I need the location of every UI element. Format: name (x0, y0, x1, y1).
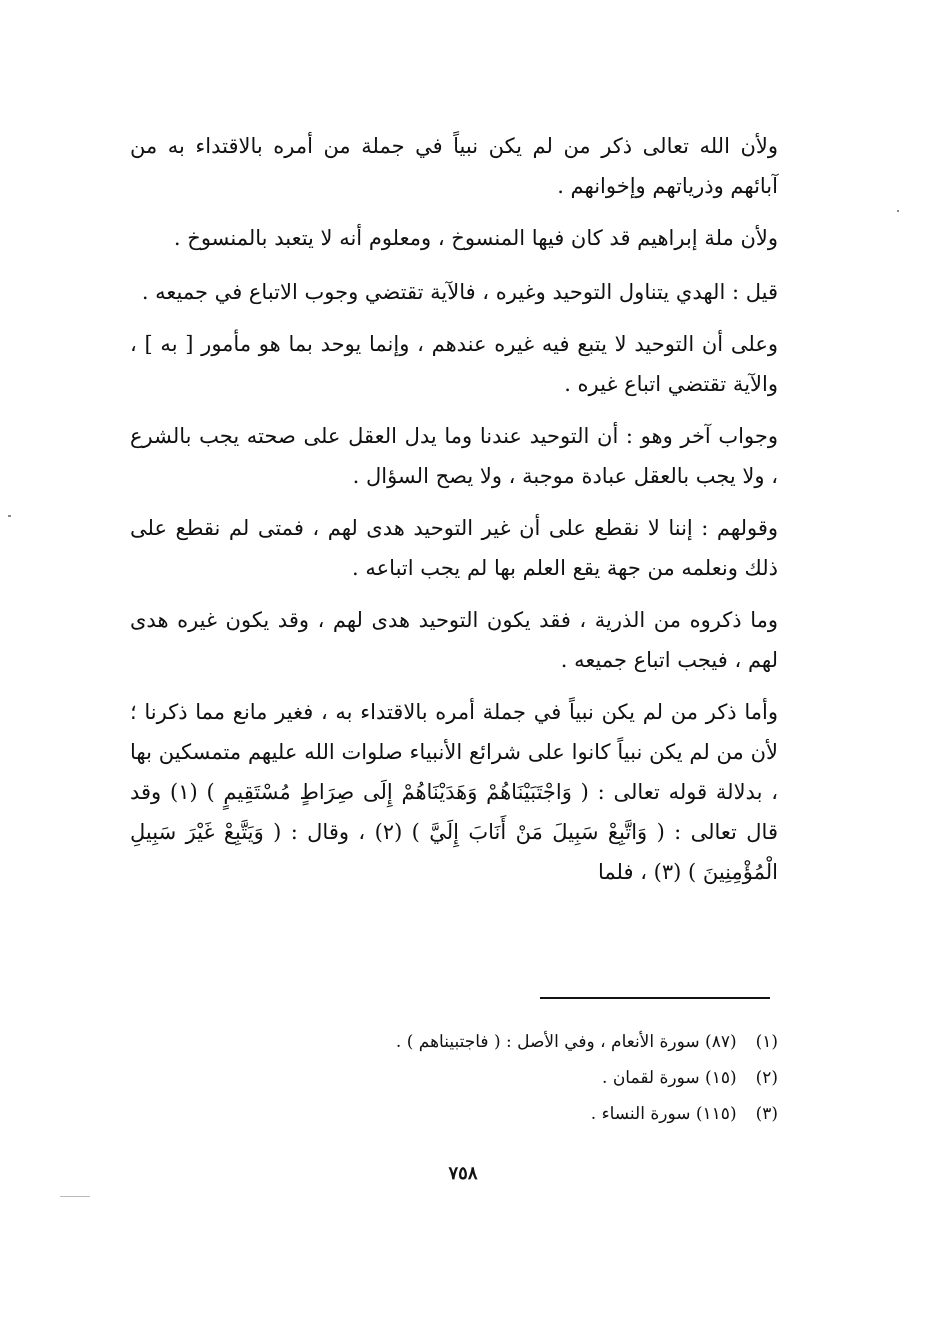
footnote-number: (٣) (755, 1104, 778, 1124)
main-text (130, 126, 778, 904)
paragraph-3: قيل : الهدي يتناول التوحيد وغيره ، فالآية تقتضي وجوب الاتباع في جميعه . (141, 280, 778, 304)
paragraph-5: وجواب آخر وهو : أن التوحيد عندنا وما يدل العقل على صحته يجب بالشرع ، ولا يجب بالعقل عبادة موجبة ، ولا يصح السؤال . (130, 424, 778, 488)
page-number: ٧٥٨ (448, 1163, 478, 1184)
paragraph-6: وقولهم : إننا لا نقطع على أن غير التوحيد هدى لهم ، فمتى لم نقطع على ذلك ونعلمه من جهة يقع العلم بها لم يجب اتباعه . (130, 516, 778, 580)
footnote-text: (١٥) سورة لقمان . (602, 1068, 737, 1088)
footnote-3 (130, 1096, 778, 1132)
scan-speck (60, 1196, 90, 1197)
footnote-1 (130, 1024, 778, 1060)
footnote-divider (540, 997, 770, 999)
footnotes (130, 1024, 778, 1132)
paragraph-1: ولأن الله تعالى ذكر من لم يكن نبياً في جملة من أمره بالاقتداء به من آبائهم وذرياتهم وإخوانهم . (130, 134, 778, 198)
paragraph-4: وعلى أن التوحيد لا يتبع فيه غيره عندهم ، وإنما يوحد بما هو مأمور [ به ] ، والآية تقتضي اتباع غيره . (130, 332, 778, 396)
paragraph-8: وأما ذكر من لم يكن نبياً في جملة أمره بالاقتداء به ، فغير مانع مما ذكرنا ؛ لأن من لم يكن نبياً كانوا على شرائع الأنبياء صلوات الله عليهم متمسكين بها ، بدلالة قوله تعالى : ( وَاجْتَبَيْنَاهُمْ وَهَدَيْنَاهُمْ إِلَى صِرَاطٍ مُسْتَقِيمٍ ) (١) وقد قال تعالى : ( وَاتَّبِعْ سَبِيلَ مَنْ أَنَابَ إِلَيَّ ) (٢) ، وقال : ( وَيَتَّبِعْ غَيْرَ سَبِيلِ الْمُؤْمِنِينَ ) (٣) ، فلما (130, 700, 778, 884)
footnote-number: (١) (755, 1032, 778, 1052)
footnote-text: (١١٥) سورة النساء . (590, 1104, 737, 1124)
paragraph-2: ولأن ملة إبراهيم قد كان فيها المنسوخ ، ومعلوم أنه لا يتعبد بالمنسوخ . (173, 226, 778, 250)
paragraph-7: وما ذكروه من الذرية ، فقد يكون التوحيد هدى لهم ، وقد يكون غيره هدى لهم ، فيجب اتباع جميعه . (130, 608, 778, 672)
scan-speck (897, 210, 899, 212)
scan-speck (8, 515, 11, 517)
footnote-2 (130, 1060, 778, 1096)
footnote-text: (٨٧) سورة الأنعام ، وفي الأصل : ( فاجتبيناهم ) . (395, 1032, 737, 1052)
footnote-number: (٢) (755, 1068, 778, 1088)
